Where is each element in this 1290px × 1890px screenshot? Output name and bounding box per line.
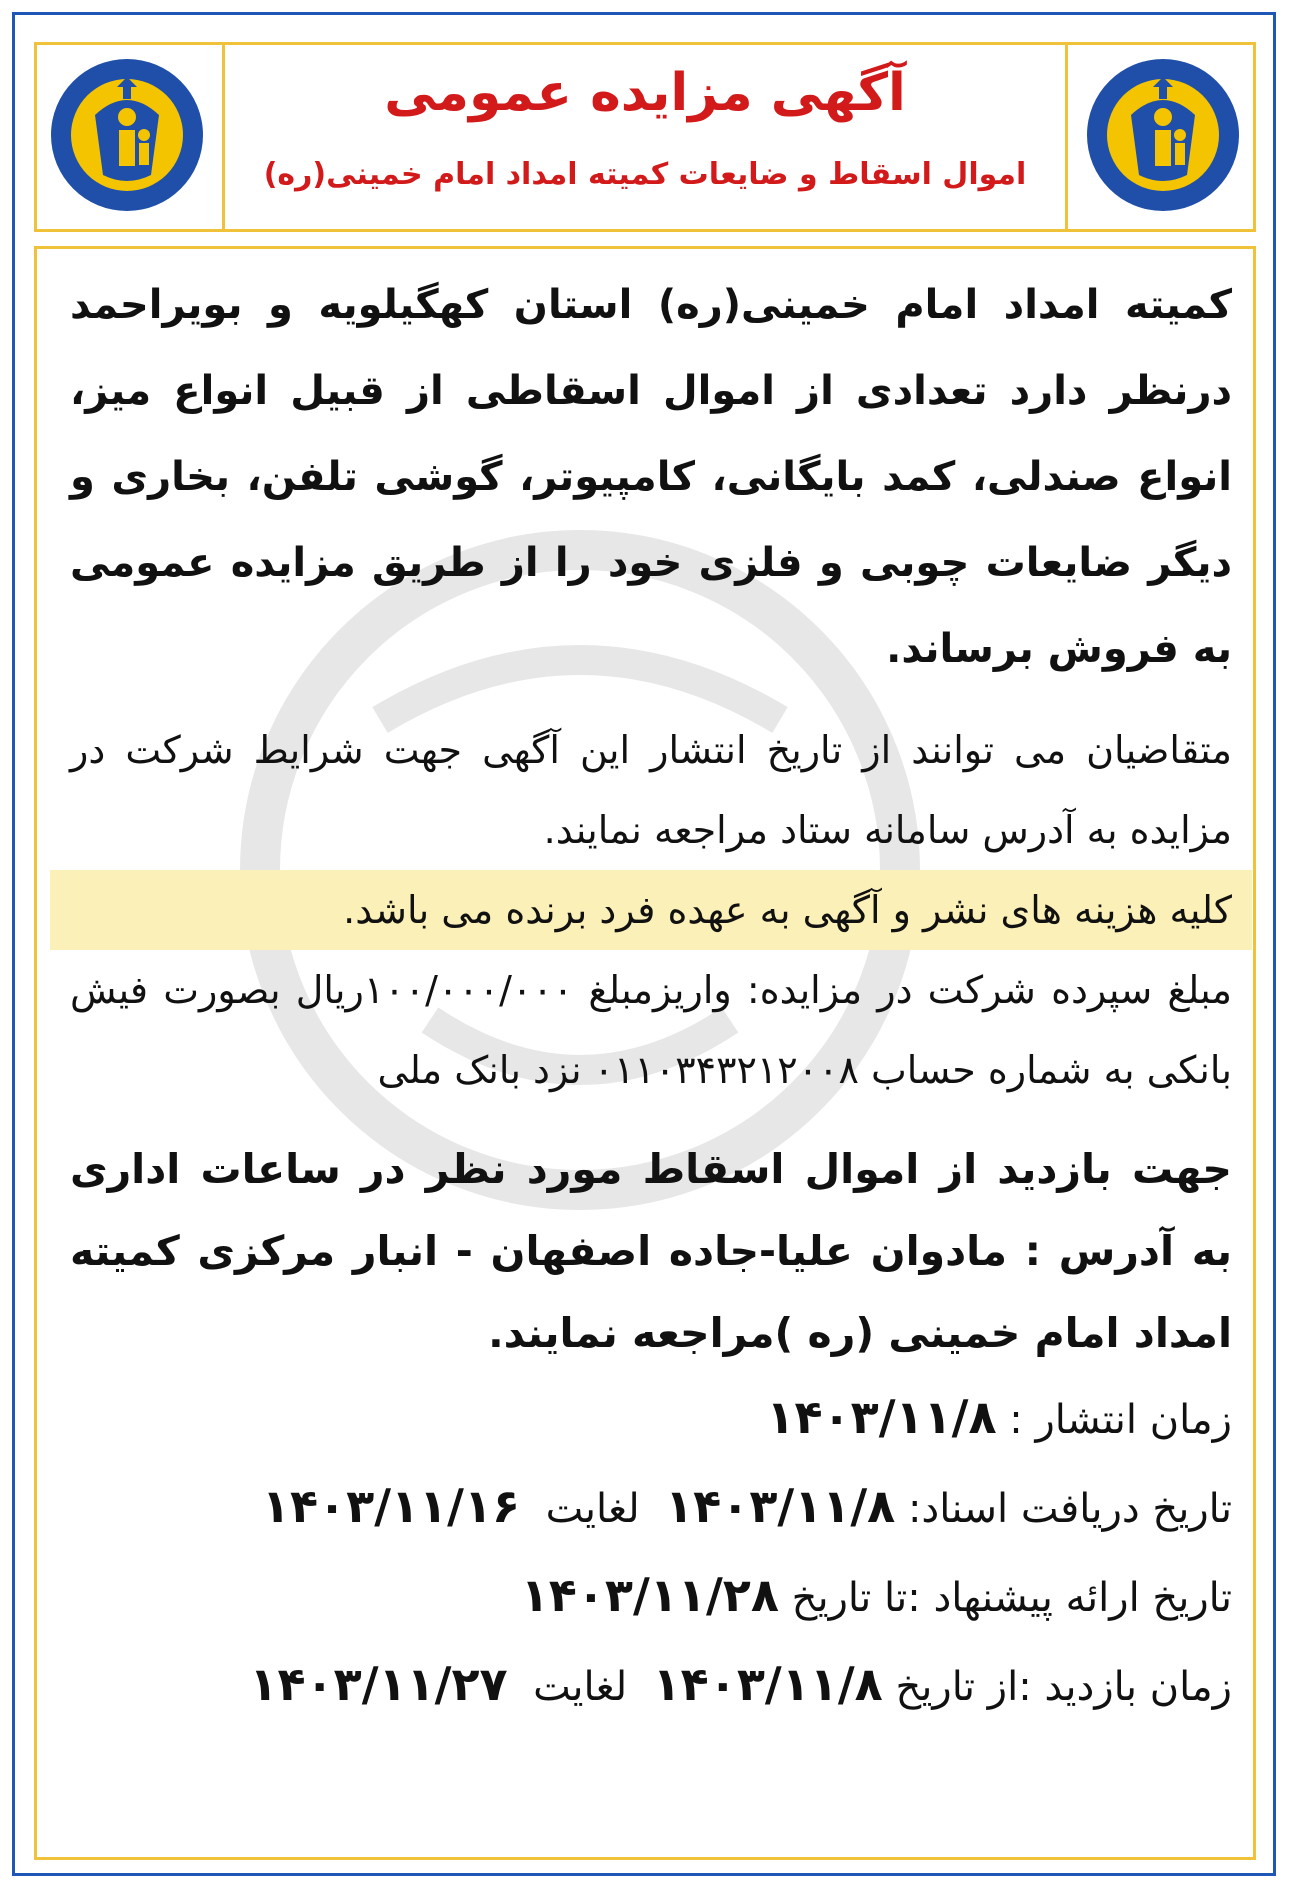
applicants-paragraph: متقاضیان می توانند از تاریخ انتشار این آگهی جهت شرایط شرکت در مزایده به آدرس سامانه ستاد مراجعه نمایند. [70, 728, 1232, 852]
notice-subtitle: اموال اسقاط و ضایعات کمیته امداد امام خمینی(ره) [263, 157, 1027, 192]
docs-until-word: لغایت [545, 1486, 640, 1532]
costs-paragraph: کلیه هزینه های نشر و آگهی به عهده فرد برنده می باشد. [50, 870, 1252, 950]
offer-label: تاریخ ارائه پیشنهاد :تا تاریخ [791, 1575, 1232, 1621]
visit-to-date: ۱۴۰۳/۱۱/۲۷ [249, 1657, 508, 1711]
header-divider-left [222, 45, 225, 229]
visit-date-line [70, 1641, 1232, 1730]
emdad-logo-right [1083, 55, 1243, 215]
visit-from-date: ۱۴۰۳/۱۱/۸ [652, 1657, 883, 1711]
publish-label: زمان انتشار : [1009, 1397, 1232, 1443]
header-divider-right [1065, 45, 1068, 229]
publish-date: ۱۴۰۳/۱۱/۸ [766, 1390, 997, 1444]
visit-label: زمان بازدید :از تاریخ [895, 1664, 1232, 1710]
notice-content [70, 262, 1232, 1730]
visit-until-word: لغایت [533, 1664, 628, 1710]
docs-to-date: ۱۴۰۳/۱۱/۱۶ [261, 1479, 521, 1533]
deposit-paragraph: مبلغ سپرده شرکت در مزایده: واریزمبلغ ۱۰۰/۰۰۰/۰۰۰ریال بصورت فیش بانکی به شماره حساب ۰۱۱۰۳۴۳۲۱۲۰۰۸ نزد بانک ملی [70, 968, 1232, 1092]
docs-label: تاریخ دریافت اسناد: [907, 1486, 1232, 1532]
docs-date-line [70, 1463, 1232, 1552]
notice-title: آگهی مزایده عمومی [384, 63, 906, 123]
emdad-emblem-icon [47, 55, 207, 215]
offer-date-line [70, 1552, 1232, 1641]
publish-date-line [70, 1374, 1232, 1463]
visit-address-paragraph: جهت بازدید از اموال اسقاط مورد نظر در ساعات اداری به آدرس : مادوان علیا-جاده اصفهان - انبار مرکزی کمیته امداد امام خمینی (ره )مراجعه نمایند. [70, 1145, 1232, 1357]
intro-paragraph: کمیته امداد امام خمینی(ره) استان کهگیلویه و بویراحمد درنظر دارد تعدادی از اموال اسقاطی از قبیل انواع میز، انواع صندلی، کمد بایگانی، کامپیوتر، گوشی تلفن، بخاری و دیگر ضایعات چوبی و فلزی خود را از طریق مزایده عمومی به فروش برساند. [70, 282, 1232, 672]
emdad-emblem-icon [1083, 55, 1243, 215]
emdad-logo-left [47, 55, 207, 215]
docs-from-date: ۱۴۰۳/۱۱/۸ [665, 1479, 896, 1533]
header-banner [34, 42, 1256, 232]
offer-date: ۱۴۰۳/۱۱/۲۸ [520, 1568, 779, 1622]
